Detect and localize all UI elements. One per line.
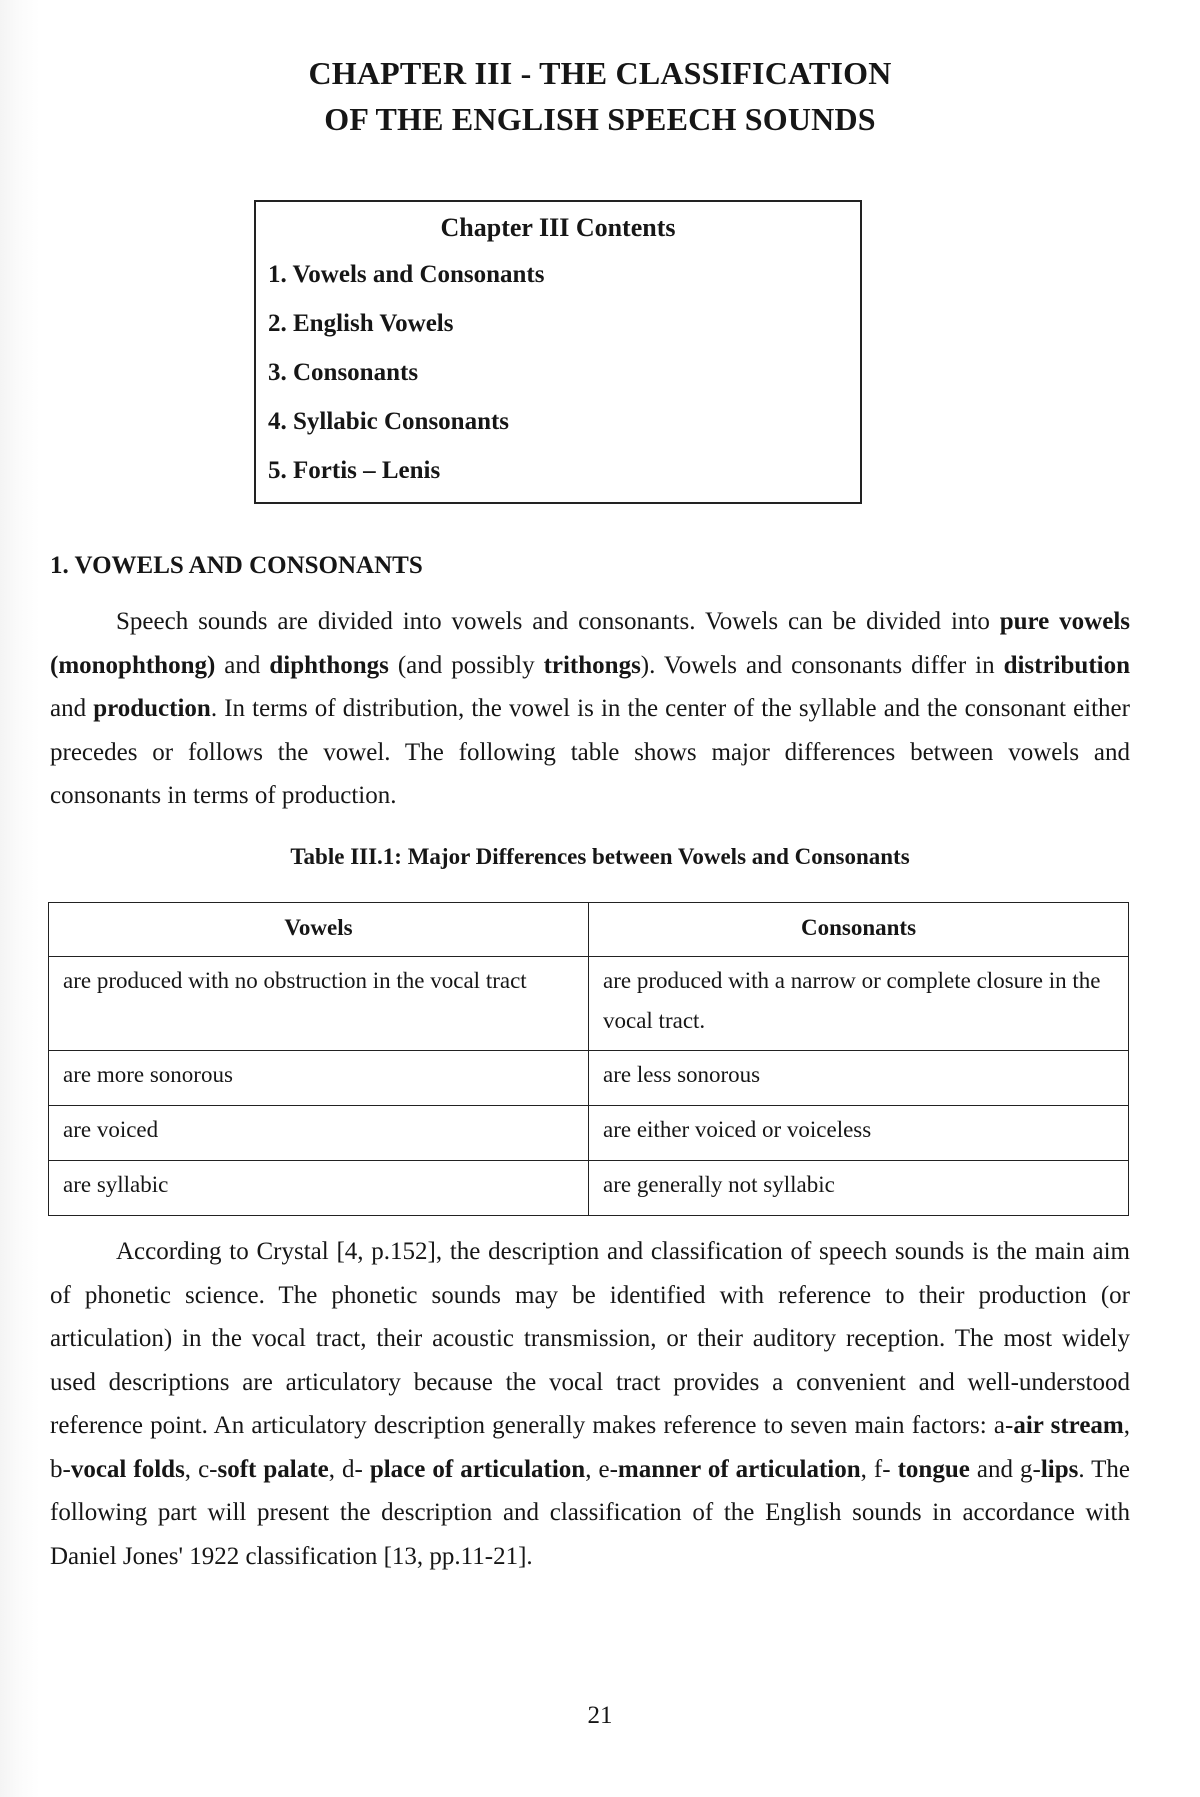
differences-table (48, 902, 1129, 1216)
table-cell: are more sonorous (49, 1051, 589, 1106)
table-cell: are either voiced or voiceless (589, 1106, 1129, 1161)
table-row (49, 957, 1129, 1051)
contents-item-2: 2. English Vowels (268, 310, 454, 337)
contents-item-1: 1. Vowels and Consonants (268, 261, 545, 288)
chapter-title-line-1: CHAPTER III - THE CLASSIFICATION (308, 55, 892, 91)
table-cell: are produced with no obstruction in the vocal tract (49, 957, 589, 1051)
table-row (49, 1106, 1129, 1161)
section-heading: 1. VOWELS AND CONSONANTS (50, 552, 423, 579)
contents-item-5: 5. Fortis – Lenis (268, 457, 441, 484)
page-number: 21 (587, 1702, 613, 1729)
contents-item-3: 3. Consonants (268, 359, 419, 386)
table-caption: Table III.1: Major Differences between Vowels and Consonants (290, 844, 910, 869)
contents-item-4: 4. Syllabic Consonants (268, 408, 510, 435)
table-cell: are syllabic (49, 1161, 589, 1216)
crystal-paragraph: According to Crystal [4, p.152], the description and classification of speech sounds is the main aim of phonetic science. The phonetic sounds may be identified with reference to their production (or articulation) in the vocal tract, their acoustic transmission, or their auditory reception. The most widely used descriptions are articulatory because the vocal tract provides a convenient and well-understood reference point. An articulatory description generally makes reference to seven main factors: a-air stream, b-vocal folds, c-soft palate, d- place of articulation, e-manner of articulation, f- tongue and g-lips. The following part will present the description and classification of the English sounds in accordance with Daniel Jones' 1922 classification [13, pp.11-21]. (50, 1238, 1131, 1570)
contents-heading: Chapter III Contents (440, 213, 676, 242)
table-row (49, 1051, 1129, 1106)
table-cell: are voiced (49, 1106, 589, 1161)
intro-paragraph: Speech sounds are divided into vowels and consonants. Vowels can be divided into pure vowels (monophthong) and diphthongs (and possibly trithongs). Vowels and consonants differ in distribution and production. In terms of distribution, the vowel is in the center of the syllable and the consonant either precedes or follows the vowel. The following table shows major differences between vowels and consonants in terms of production. (50, 608, 1130, 809)
table-row (49, 1161, 1129, 1216)
table-cell: are less sonorous (589, 1051, 1129, 1106)
table-header-vowels: Vowels (49, 903, 589, 957)
chapter-title-line-2: OF THE ENGLISH SPEECH SOUNDS (324, 101, 876, 137)
table-cell: are generally not syllabic (589, 1161, 1129, 1216)
table-header-row (49, 903, 1129, 957)
table-cell: are produced with a narrow or complete closure in the vocal tract. (589, 957, 1129, 1051)
table-header-consonants: Consonants (589, 903, 1129, 957)
chapter-contents-box (254, 200, 862, 504)
chapter-title (0, 50, 1200, 142)
